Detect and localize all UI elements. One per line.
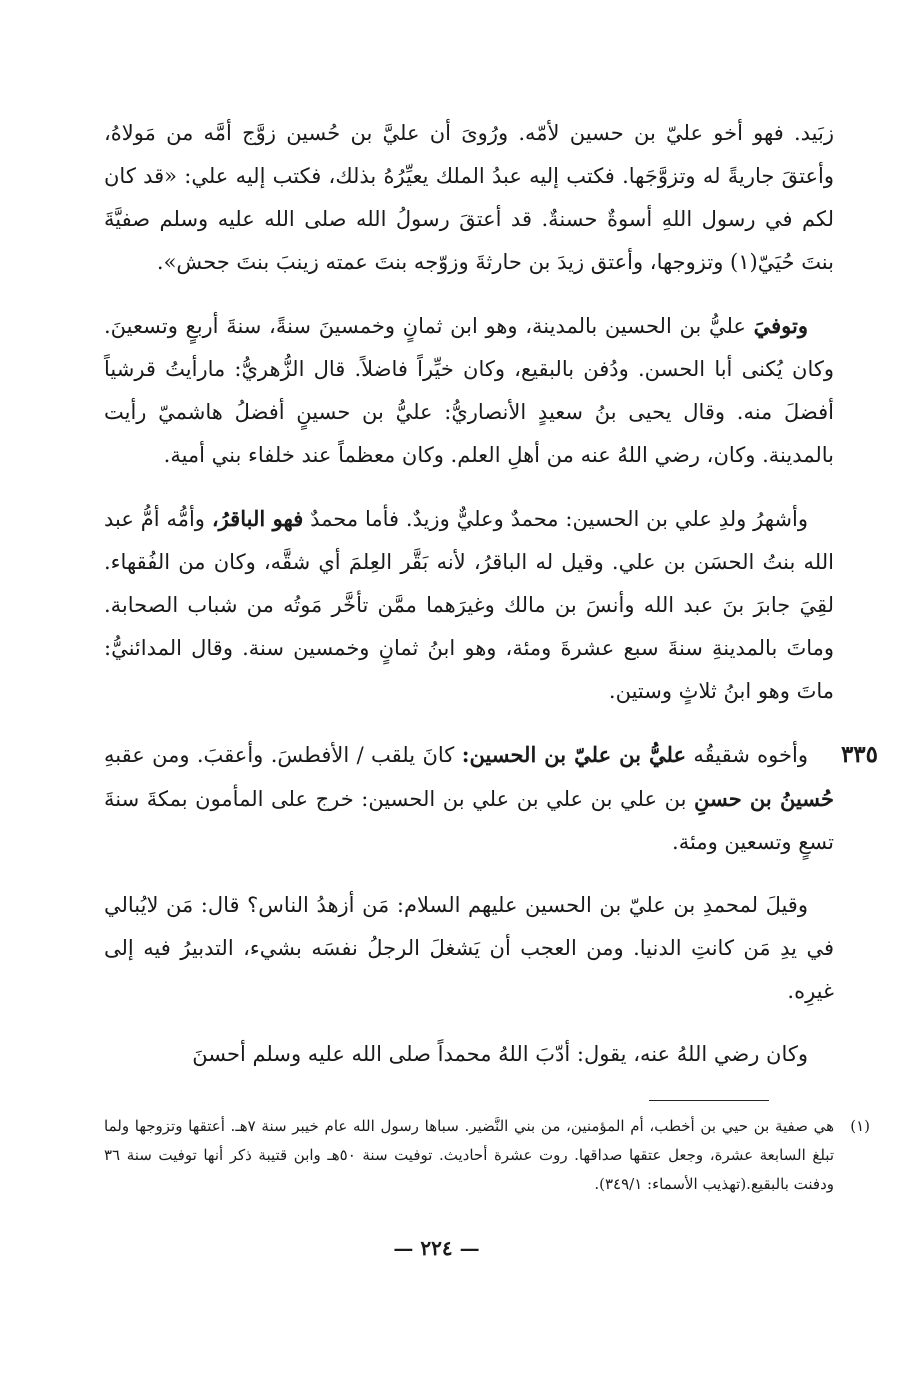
- paragraph-bold-a: فهو الباقرُ،: [211, 506, 304, 531]
- paragraph-text: عليُّ بن الحسين بالمدينة، وهو ابن ثمانٍ وخمسينَ سنةً، سنةَ أربعٍ وتسعينَ. وكان يُكنى أبا الحسن. ودُفن بالبقيع، وكان خيِّراً فاضلاً. قال الزُّهريُّ: مارأيتُ قرشياً أفضلَ منه. وقال يحيى بنُ سعيدٍ الأنصاريُّ: عليُّ بن حسينٍ أفضلُ هاشميّ رأيت بالمدينة. وكان، رضي اللهُ عنه من أهلِ العلم. وكان معظماً عند خلفاء بني أمية.: [104, 314, 834, 467]
- paragraph-text: وقيلَ لمحمدِ بن عليّ بن الحسين عليهم السلام: مَن أزهدُ الناس؟ قال: مَن لايُبالي في يدِ مَن كانتِ الدنيا. ومن العجب أن يَشغلَ الرجلُ نفسَه بشيء، التدبيرُ فيه إلى غيرِه.: [104, 893, 834, 1003]
- paragraph-4-entry: [104, 733, 878, 864]
- paragraph-text-a: وأخوه شقيقُه: [685, 743, 808, 767]
- footnote-divider: [649, 1100, 769, 1101]
- paragraph-5: [104, 884, 834, 1013]
- paragraph-text-b: وأمُّه أمُّ عبد الله بنتُ الحسَن بن علي. وقيل له الباقرُ، لأنه بَقَّر العِلمَ أي شقَّه، وكان من الفُقهاء. لقِيَ جابرَ بنَ عبد الله وأنسَ بن مالك وغيرَهما ممَّن تأخَّر مَوتُه من شباب الصحابة. وماتَ بالمدينةِ سنةَ سبع عشرةَ ومئة، وهو ابنُ ثمانٍ وخمسين سنة. وقال المدائنيُّ: ماتَ وهو ابنُ ثلاثٍ وستين.: [104, 507, 834, 703]
- footnote: [104, 1112, 870, 1199]
- paragraph-text: وكان رضي اللهُ عنه، يقول: أدّبَ اللهُ محمداً صلى الله عليه وسلم أحسنَ: [192, 1042, 808, 1066]
- paragraph-1: [104, 112, 834, 284]
- paragraph-lead: وتوفيَ: [753, 313, 808, 338]
- paragraph-text-c: بن علي بن علي بن علي بن الحسين: خرج على المأمون بمكةَ سنةَ تسعٍ وتسعين ومئة.: [104, 787, 834, 854]
- paragraph-6: [104, 1033, 834, 1076]
- main-text: [104, 112, 878, 1096]
- paragraph-3: [104, 497, 834, 713]
- entry-number: ٣٣٥: [840, 741, 878, 768]
- paragraph-2: [104, 304, 834, 477]
- page-number: — ٢٢٤ —: [393, 1236, 480, 1260]
- footnote-mark: (١): [850, 1117, 870, 1135]
- paragraph-text-b: كانَ يلقب / الأفطسَ. وأعقبَ. ومن عقبهِ: [104, 743, 462, 767]
- paragraph-bold-a: عليُّ بن عليّ بن الحسين:: [461, 742, 686, 767]
- paragraph-bold-b: حُسينُ بن حسنِ: [694, 786, 834, 811]
- paragraph-text: زبَيد. فهو أخو عليّ بن حسين لأمّه. ورُوىَ أن عليَّ بن حُسين زوَّج أمَّه من مَولاهُ، وأعتقَ جاريةً له وتزوَّجَها. فكتب إليه عبدُ الملك يعيِّرُهُ بذلك، فكتب إليه علي: «قد كان لكم في رسول اللهِ أسوةٌ حسنةٌ. قد أعتقَ رسولُ الله صلى الله عليه وسلم صفيَّةَ بنتَ حُيَيّ(١) وتزوجها، وأعتق زيدَ بن حارثةَ وزوّجه بنتَ عمته زينبَ بنتَ جحش».: [104, 121, 834, 274]
- paragraph-text-a: وأشهرُ ولدِ علي بن الحسين: محمدٌ وعليٌّ وزيدٌ. فأما محمدٌ: [303, 507, 808, 531]
- footnote-text: هي صفية بن حيي بن أخطب، أم المؤمنين، من بني النَّضير. سباها رسول الله عام خيبر سنة ٧هـ. أعتقها وتزوجها ولما تبلغ السابعة عشرة، وجعل عتقها صداقها. روت عشرة أحاديث. توفيت سنة ٥٠هـ وابن قتيبة ذكر أنها توفيت سنة ٣٦ ودفنت بالبقيع.(تهذيب الأسماء: ٣٤٩/١).: [104, 1117, 835, 1193]
